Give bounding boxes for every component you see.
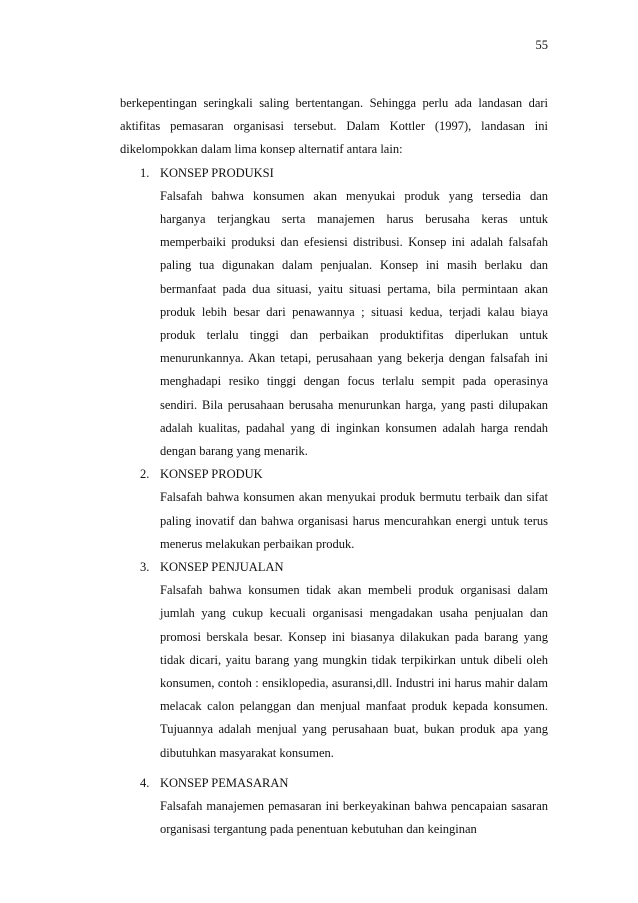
list-item-konsep-produk <box>120 463 548 556</box>
list-item-number: 2. <box>140 467 150 482</box>
list-item-title: KONSEP PENJUALAN <box>160 560 284 575</box>
document-body <box>120 92 548 842</box>
list-item-title: KONSEP PRODUKSI <box>160 165 274 180</box>
list-item-number: 3. <box>140 560 150 575</box>
list-item-body: Falsafah bahwa konsumen tidak akan membeli produk organisasi dalam jumlah yang cukup kecuali organisasi mengadakan usaha penjualan dan promosi berskala besar. Konsep ini biasanya dilakukan pada barang yang tidak dicari, yaitu barang yang mungkin tidak terpikirkan untuk dibeli oleh konsumen, contoh : ensiklopedia, asuransi,dll. Industri ini harus mahir dalam melacak calon pelanggan dan menjual manfaat produk kepada konsumen. Tujuannya adalah menjual yang perusahaan buat, bukan produk apa yang dibutuhkan masyarakat konsumen. <box>160 583 548 760</box>
intro-paragraph: berkepentingan seringkali saling bertentangan. Sehingga perlu ada landasan dari aktifitas pemasaran organisasi tersebut. Dalam Kottler (1997), landasan ini dikelompokkan dalam lima konsep alternatif antara lain: <box>120 96 548 157</box>
list-item-body: Falsafah bahwa konsumen akan menyukai produk bermutu terbaik dan sifat paling inovatif dan bahwa organisasi harus mencurahkan energi untuk terus menerus melakukan perbaikan produk. <box>160 490 548 551</box>
list-item-title: KONSEP PRODUK <box>160 467 263 482</box>
list-item-konsep-produksi <box>120 162 548 464</box>
list-item-body: Falsafah manajemen pemasaran ini berkeyakinan bahwa pencapaian sasaran organisasi tergantung pada penentuan kebutuhan dan keinginan <box>160 799 548 837</box>
list-item-title: KONSEP PEMASARAN <box>160 775 289 790</box>
page-number: 55 <box>535 38 548 52</box>
list-item-body: Falsafah bahwa konsumen akan menyukai produk yang tersedia dan harganya terjangkau serta manajemen harus berusaha keras untuk memperbaiki produksi dan efesiensi distribusi. Konsep ini adalah falsafah paling tua digunakan dalam penjualan. Konsep ini masih berlaku dan bermanfaat pada dua situasi, yaitu situasi pertama, bila permintaan akan produk lebih besar dari penawannya ; situasi kedua, terjadi kalau biaya produk terlalu tinggi dan perbaikan produktifitas diperlukan untuk menurunkannya. Akan tetapi, perusahaan yang bekerja dengan falsafah ini menghadapi resiko tinggi dengan focus terlalu sempit pada operasinya sendiri. Bila perusahaan berusaha menurunkan harga, yang pasti dilupakan adalah kualitas, padahal yang di inginkan konsumen adalah harga rendah dengan barang yang menarik. <box>160 188 548 459</box>
list-item-konsep-penjualan <box>120 556 548 765</box>
list-item-konsep-pemasaran <box>120 772 548 842</box>
list-item-number: 1. <box>140 165 150 180</box>
list-item-number: 4. <box>140 775 150 790</box>
